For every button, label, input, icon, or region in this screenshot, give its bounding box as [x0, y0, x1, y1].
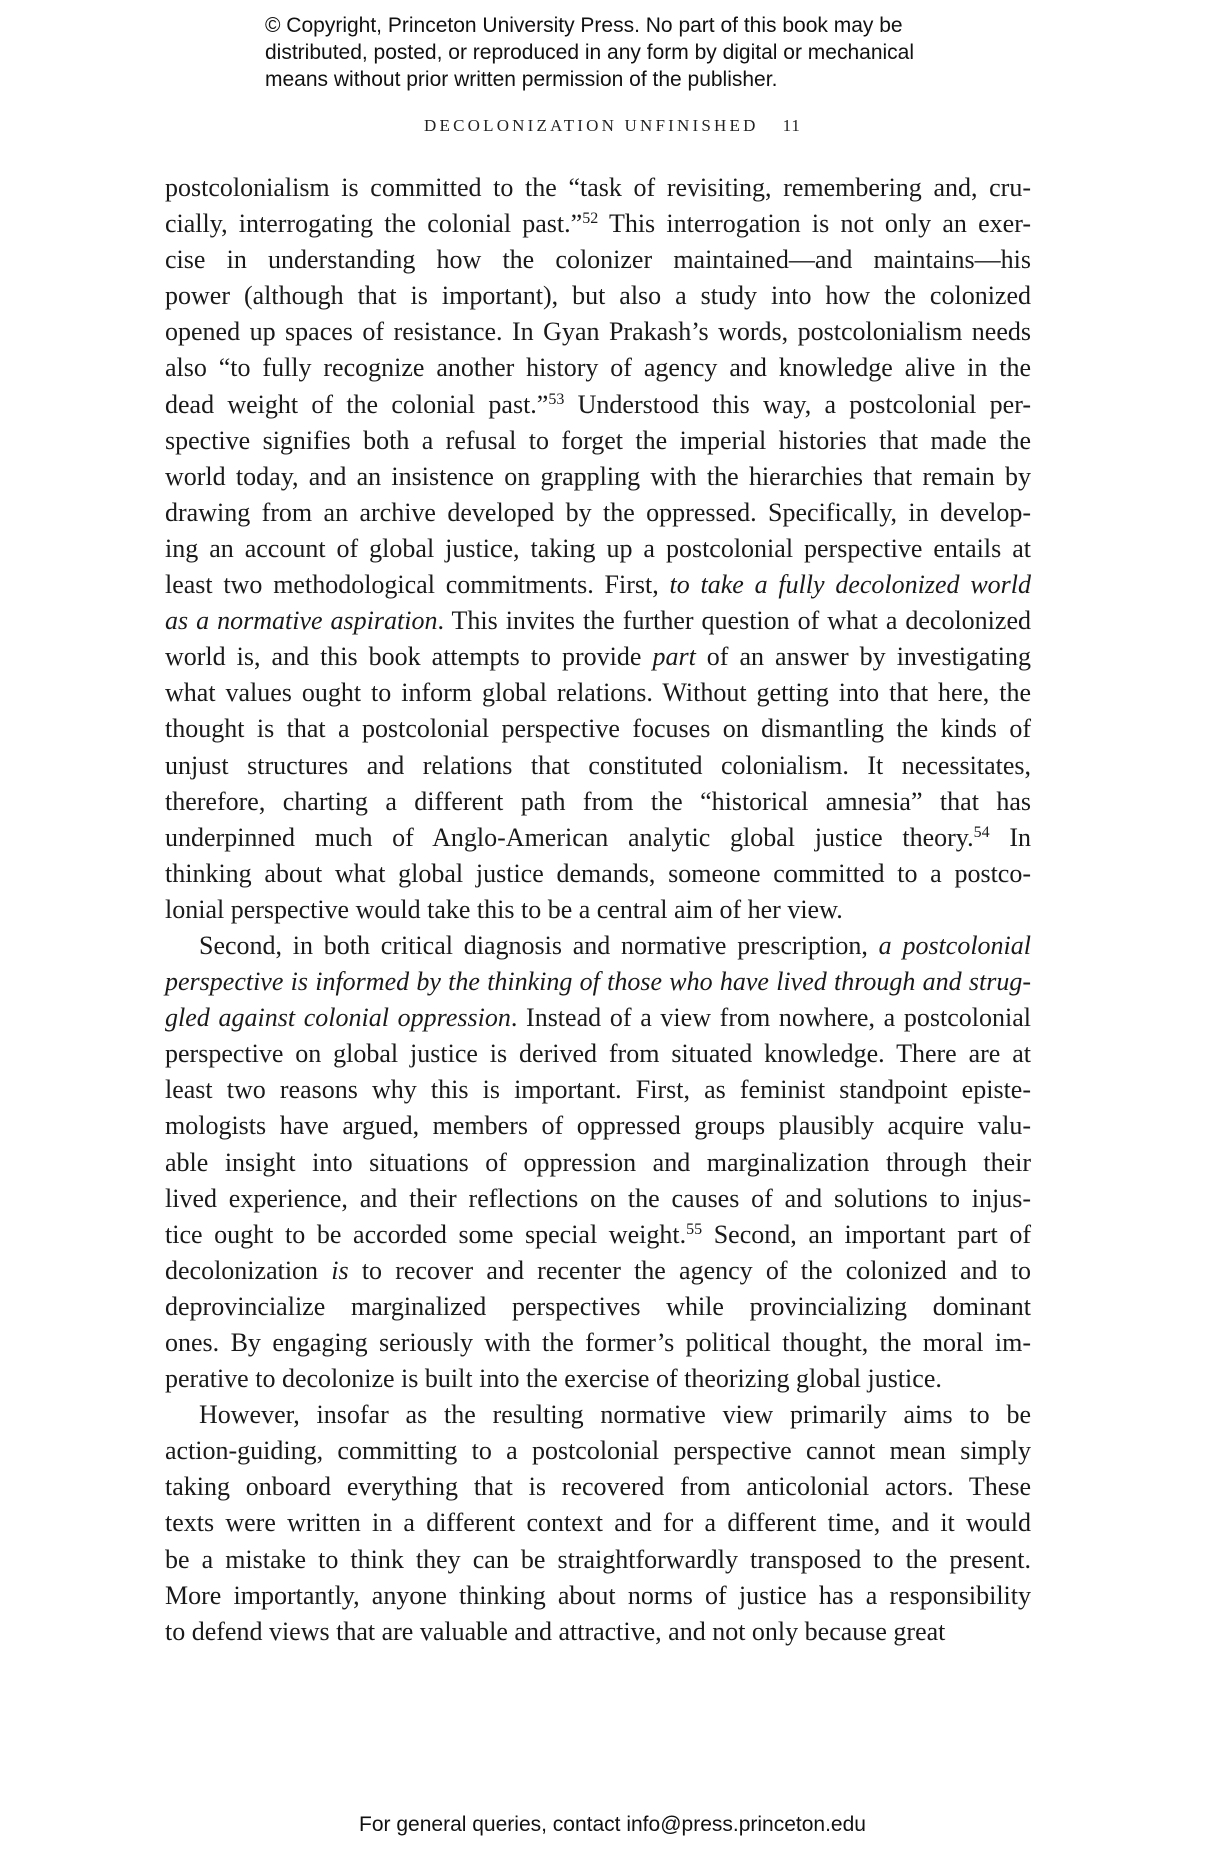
text-run: tice ought to be accorded some special weight. — [165, 1219, 687, 1249]
text-line: action-guiding, committing to a postcolonial perspective cannot mean simply — [165, 1436, 1031, 1466]
text-line: texts were written in a different context and for a different time, and it would — [165, 1508, 1031, 1538]
text-line: However, insofar as the resulting normative view primarily aims to be — [199, 1400, 1031, 1430]
text-line — [165, 1217, 1031, 1253]
text-run: least two methodological commitments. First, — [165, 570, 670, 600]
copyright-line: distributed, posted, or reproduced in any form by digital or mechanical — [265, 41, 915, 64]
copyright-line: means without prior written permission of the publisher. — [265, 68, 778, 91]
text-run: to recover and recenter the agency of the colonized and to — [348, 1255, 1031, 1285]
italic-run: as a normative aspiration — [165, 606, 438, 636]
text-run: cially, interrogating the colonial past.” — [165, 209, 583, 239]
body-text — [165, 170, 1031, 1650]
text-line: world today, and an insistence on grappling with the hierarchies that remain by — [165, 461, 1031, 491]
paragraph — [165, 1397, 1031, 1650]
footnote-marker[interactable]: 52 — [582, 210, 599, 228]
text-line — [165, 1253, 1031, 1289]
text-line — [165, 1000, 1031, 1036]
running-head-title: DECOLONIZATION UNFINISHED — [424, 116, 759, 135]
italic-run: is — [331, 1255, 349, 1285]
italic-run: a postcolonial — [878, 930, 1031, 960]
text-line: lived experience, and their reflections on the causes of and solutions to injus- — [165, 1183, 1031, 1213]
text-line: thinking about what global justice demands, someone committed to a postco- — [165, 858, 1031, 888]
text-line — [165, 387, 1031, 423]
text-run: Second, in both critical diagnosis and normative prescription, — [199, 930, 879, 960]
text-line: therefore, charting a different path from the “historical amnesia” that has — [165, 786, 1031, 816]
text-line: spective signifies both a refusal to forget the imperial histories that made the — [165, 425, 1031, 455]
text-line — [165, 928, 1031, 964]
text-line: unjust structures and relations that constituted colonialism. It necessitates, — [165, 750, 1031, 780]
text-line: taking onboard everything that is recovered from anticolonial actors. These — [165, 1472, 1031, 1502]
text-line: ones. By engaging seriously with the former’s political thought, the moral im- — [165, 1328, 1031, 1357]
text-run: underpinned much of Anglo-American analytic global justice theory. — [165, 822, 974, 852]
text-line — [165, 206, 1031, 242]
text-run: dead weight of the colonial past.” — [165, 389, 549, 419]
text-line: what values ought to inform global relations. Without getting into that here, the — [165, 678, 1031, 708]
copyright-line: © Copyright, Princeton University Press. No part of this book may be — [265, 14, 903, 37]
text-run: In — [989, 822, 1031, 852]
text-line: power (although that is important), but also a study into how the colonized — [165, 281, 1031, 311]
footnote-marker[interactable]: 54 — [973, 823, 990, 841]
text-run: of an answer by investigating — [695, 642, 1032, 672]
footer-contact: For general queries, contact info@press.princeton.edu — [359, 1813, 866, 1836]
footnote-marker[interactable]: 53 — [548, 390, 565, 408]
text-run: decolonization — [165, 1255, 332, 1285]
text-line: postcolonialism is committed to the “task of revisiting, remembering and, cru- — [165, 173, 1031, 202]
italic-run: part — [652, 642, 696, 672]
paragraph — [165, 170, 1031, 928]
text-line — [165, 603, 1031, 639]
text-line: be a mistake to think they can be straightforwardly transposed to the present. — [165, 1544, 1031, 1574]
running-head — [0, 116, 1225, 136]
italic-run: gled against colonial oppression — [165, 1003, 511, 1033]
text-run: world is, and this book attempts to provide — [165, 642, 653, 672]
text-line: drawing from an archive developed by the oppressed. Specifically, in develop- — [165, 497, 1031, 527]
text-line: opened up spaces of resistance. In Gyan Prakash’s words, postcolonialism needs — [165, 317, 1031, 347]
text-line: also “to fully recognize another history of agency and knowledge alive in the — [165, 353, 1031, 383]
text-line: thought is that a postcolonial perspective focuses on dismantling the kinds of — [165, 714, 1031, 744]
text-line: to defend views that are valuable and attractive, and not only because great — [165, 1616, 946, 1646]
text-line: perspective on global justice is derived from situated knowledge. There are at — [165, 1039, 1031, 1069]
text-line — [165, 567, 1031, 603]
italic-run: perspective is informed by the thinking of those who have lived through and strug- — [165, 967, 1031, 997]
text-run: . This invites the further question of what a decolonized — [437, 606, 1031, 636]
text-run: This interrogation is not only an exer- — [598, 209, 1031, 239]
text-run: . Instead of a view from nowhere, a postcolonial — [510, 1003, 1031, 1033]
copyright-notice — [265, 12, 1025, 93]
text-line: lonial perspective would take this to be a central aim of her view. — [165, 894, 843, 924]
text-line: deprovincialize marginalized perspectives while provincializing dominant — [165, 1291, 1031, 1321]
text-run: Understood this way, a postcolonial per- — [564, 389, 1031, 419]
footnote-marker[interactable]: 55 — [686, 1220, 703, 1238]
page-number: 11 — [782, 116, 801, 135]
text-line — [165, 964, 1031, 1000]
text-line — [165, 820, 1031, 856]
italic-run: to take a fully decolonized world — [669, 570, 1031, 600]
paragraph — [165, 928, 1031, 1397]
text-line: ing an account of global justice, taking up a postcolonial perspective entails at — [165, 533, 1031, 563]
text-line: More importantly, anyone thinking about norms of justice has a responsibility — [165, 1580, 1031, 1610]
text-line: able insight into situations of oppression and marginalization through their — [165, 1147, 1031, 1177]
text-run: Second, an important part of — [702, 1219, 1031, 1249]
text-line — [165, 639, 1031, 675]
text-line: mologists have argued, members of oppressed groups plausibly acquire valu- — [165, 1111, 1031, 1141]
text-line: cise in understanding how the colonizer maintained—and maintains—his — [165, 245, 1031, 275]
text-line: perative to decolonize is built into the exercise of theorizing global justice. — [165, 1364, 942, 1394]
text-line: least two reasons why this is important. First, as feminist standpoint episte- — [165, 1075, 1031, 1105]
